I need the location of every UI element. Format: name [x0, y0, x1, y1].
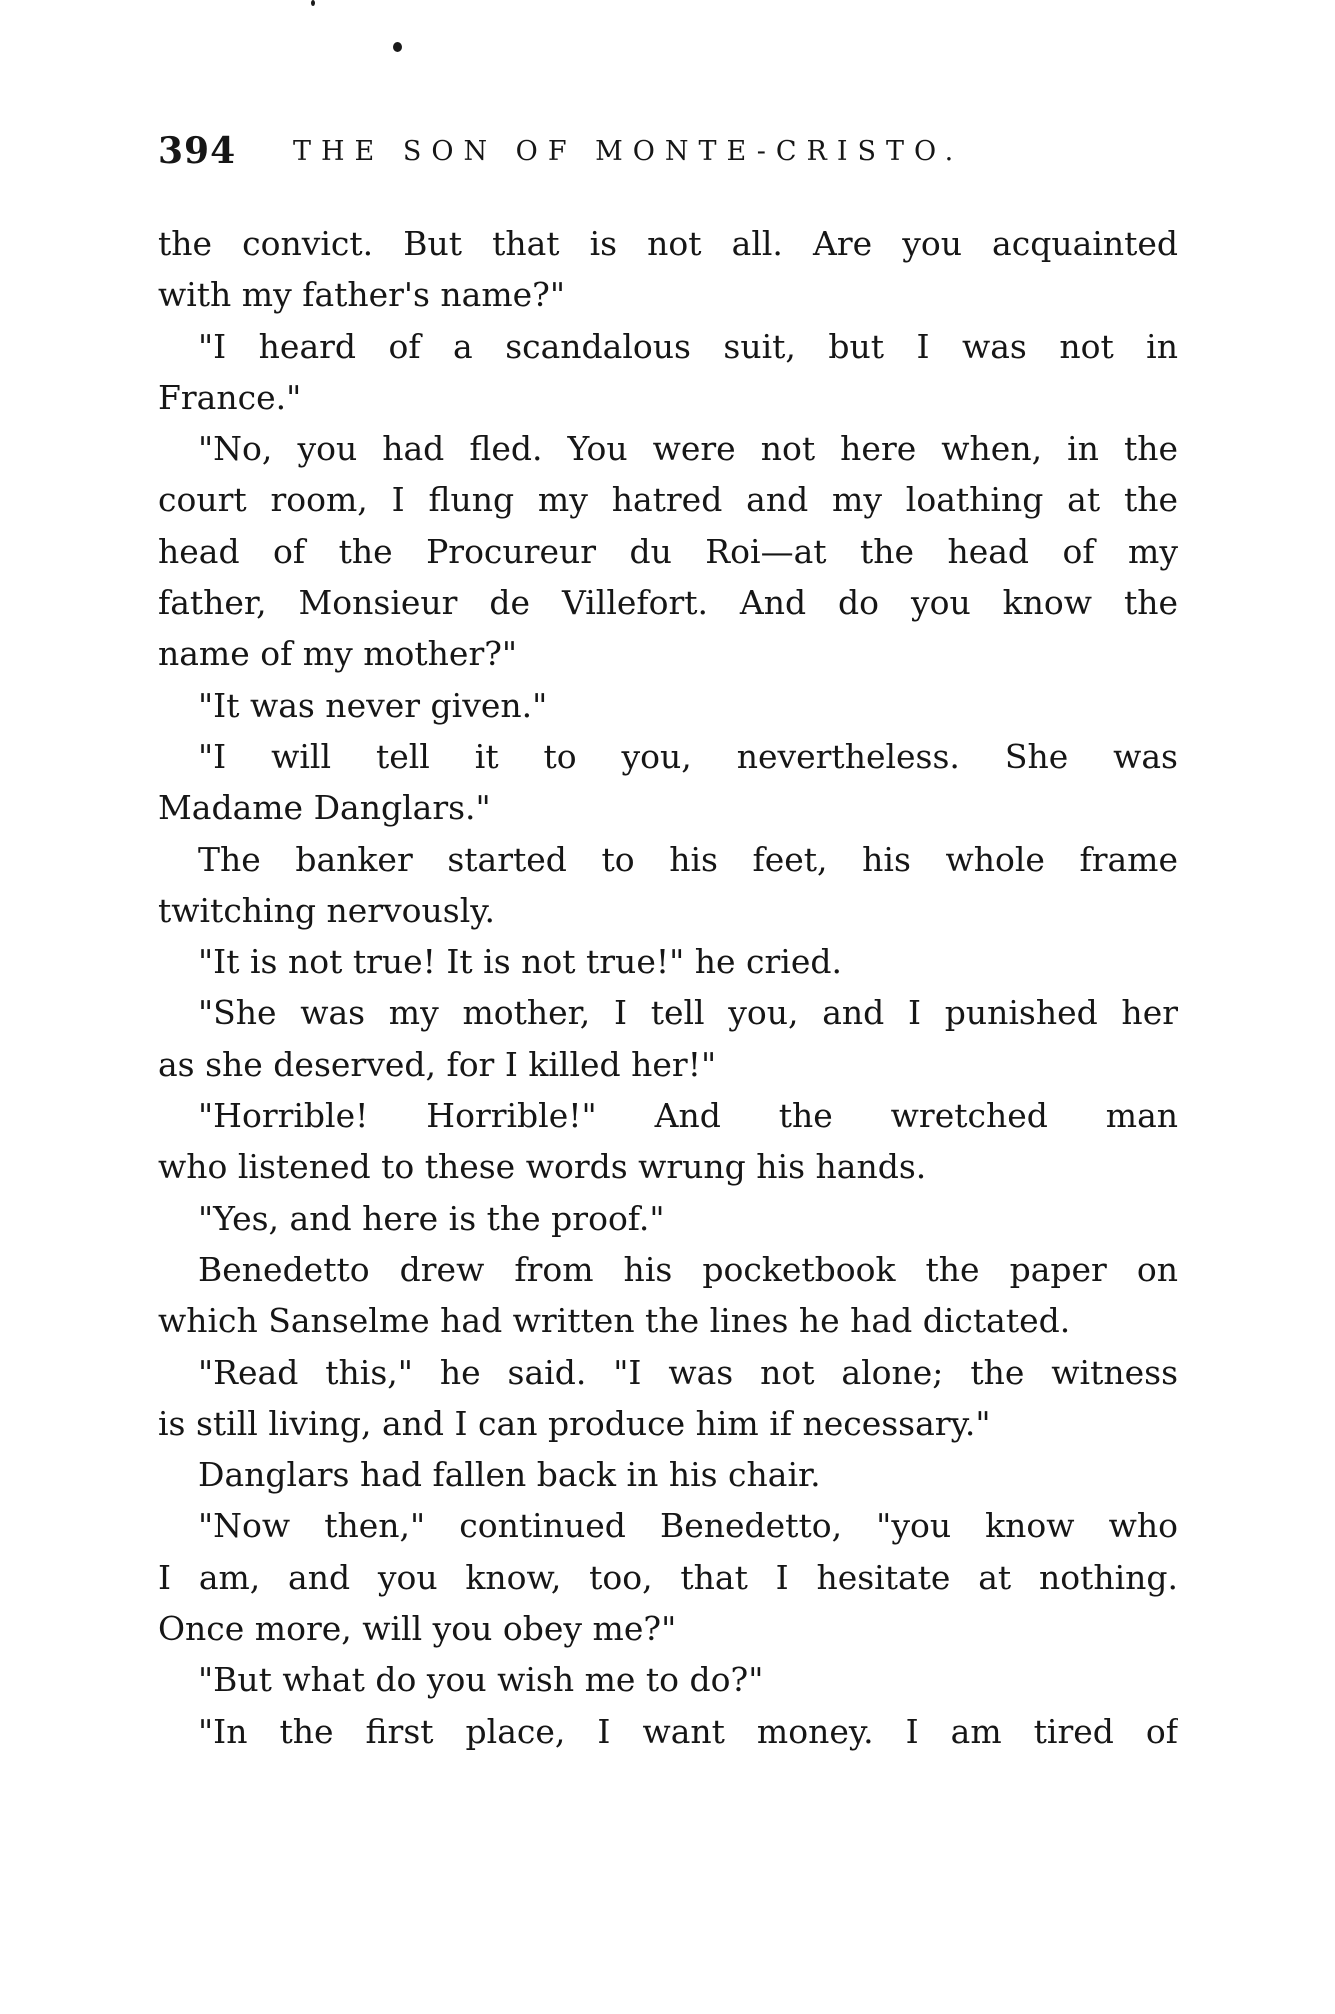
text-line: with my father's name?"	[158, 275, 566, 315]
ink-speck	[393, 42, 402, 52]
text-line: court room, I flung my hatred and my loathing at the	[158, 480, 1178, 520]
text-line: is still living, and I can produce him if necessary."	[158, 1403, 991, 1443]
text-line: "Horrible! Horrible!" And the wretched man	[198, 1096, 1178, 1136]
text-line: Once more, will you obey me?"	[158, 1609, 677, 1649]
text-line: the convict. But that is not all. Are you acquainted	[158, 224, 1178, 263]
text-line: "Read this," he said. "I was not alone; the witness	[198, 1352, 1178, 1392]
body-text	[158, 218, 1178, 1757]
text-line: "Now then," continued Benedetto, "you know who	[198, 1506, 1178, 1546]
text-line: "But what do you wish me to do?"	[198, 1660, 764, 1700]
text-line: "No, you had fled. You were not here when, in the	[198, 429, 1178, 469]
text-line: I am, and you know, too, that I hesitate at nothing.	[158, 1557, 1178, 1597]
text-line: "Yes, and here is the proof."	[198, 1198, 665, 1238]
text-line: "In the first place, I want money. I am tired of	[198, 1711, 1178, 1751]
text-line: "I will tell it to you, nevertheless. She was	[198, 736, 1178, 776]
text-line: twitching nervously.	[158, 890, 496, 930]
text-line: "It was never given."	[198, 685, 548, 725]
text-line: "It is not true! It is not true!" he cried.	[198, 942, 842, 982]
text-line: France."	[158, 377, 302, 417]
ink-speck	[311, 0, 315, 6]
page-header	[158, 130, 1178, 174]
running-title: THE SON OF MONTE-CRISTO.	[293, 136, 964, 167]
text-line: which Sanselme had written the lines he had dictated.	[158, 1301, 1071, 1341]
text-line: name of my mother?"	[158, 634, 518, 674]
text-line: who listened to these words wrung his hands.	[158, 1147, 927, 1187]
text-line: "I heard of a scandalous suit, but I was not in	[198, 326, 1178, 366]
text-line: father, Monsieur de Villefort. And do you know the	[158, 583, 1178, 623]
text-line: Benedetto drew from his pocketbook the paper on	[198, 1249, 1178, 1289]
text-line: "She was my mother, I tell you, and I punished her	[198, 993, 1178, 1033]
text-line: Danglars had fallen back in his chair.	[198, 1455, 821, 1495]
text-line: as she deserved, for I killed her!"	[158, 1044, 717, 1084]
text-line: head of the Procureur du Roi—at the head of my	[158, 531, 1178, 571]
text-line: Madame Danglars."	[158, 788, 491, 828]
page-number: 394	[158, 130, 237, 172]
text-line: The banker started to his feet, his whole frame	[198, 839, 1178, 879]
